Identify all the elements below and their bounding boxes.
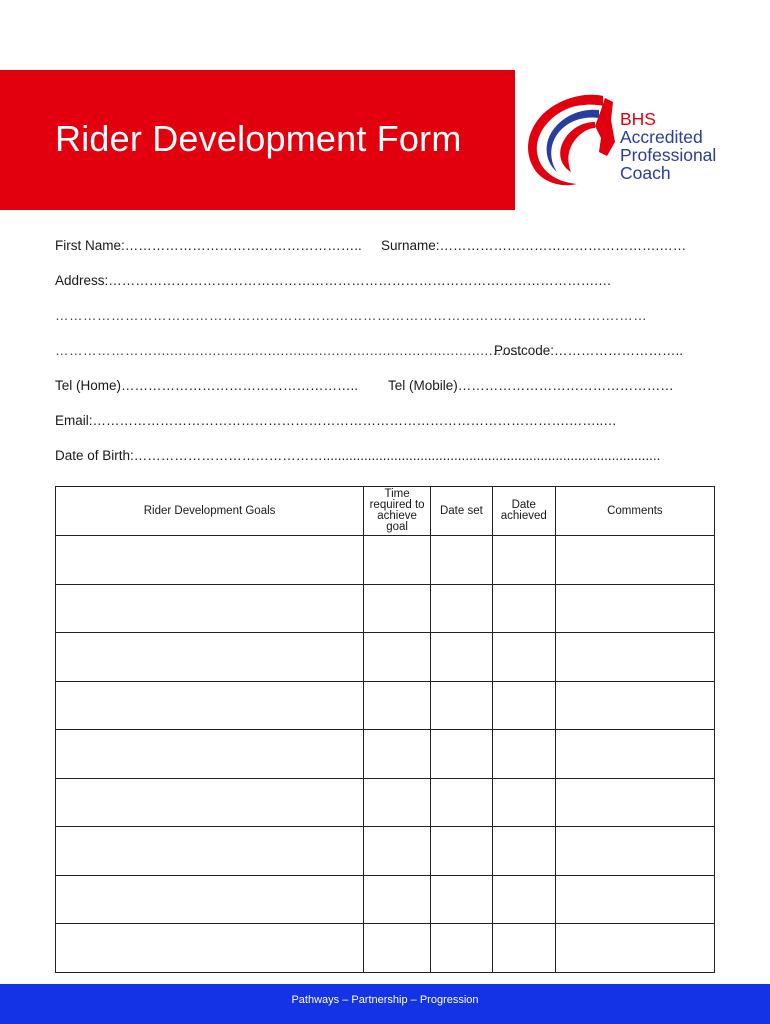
first-name-field[interactable] [55,238,362,253]
col-header-goals: Rider Development Goals [56,487,364,536]
first-name-label: First Name:…………………………………………….. [55,238,362,253]
surname-label: Surname:………………………………………….…… [381,238,687,253]
bhs-logo [515,90,755,190]
time-cell[interactable] [364,681,431,730]
logo-text-professional: Professional [620,145,717,165]
comments-cell[interactable] [555,681,714,730]
date-set-cell[interactable] [431,778,493,827]
goal-cell[interactable] [56,778,364,827]
table-row [56,778,715,827]
date-achieved-cell[interactable] [492,681,555,730]
time-cell[interactable] [364,778,431,827]
col-header-time: Time required to achieve goal [364,487,431,536]
table-row [56,730,715,779]
date-set-cell[interactable] [431,827,493,876]
date-set-cell[interactable] [431,924,493,973]
table-row [56,924,715,973]
date-of-birth-label: Date of Birth:…………………………………….......................................................................................... [55,448,661,463]
tel-mobile-field[interactable] [388,378,674,393]
time-cell[interactable] [364,584,431,633]
horse-head-icon [515,90,615,190]
col-header-date-achieved: Date achieved [492,487,555,536]
date-set-cell[interactable] [431,633,493,682]
address-line-2[interactable]: ………………………………………………………………………………………………………….…… [55,308,648,323]
goals-table [55,486,715,973]
date-achieved-cell[interactable] [492,536,555,585]
col-header-comments: Comments [555,487,714,536]
goal-cell[interactable] [56,730,364,779]
date-achieved-cell[interactable] [492,875,555,924]
postcode-label: Postcode:……………………….. [494,343,684,358]
logo-text-bhs: BHS [620,109,656,129]
time-cell[interactable] [364,827,431,876]
logo-text-accredited: Accredited [620,127,703,147]
table-row [56,875,715,924]
comments-cell[interactable] [555,584,714,633]
table-row [56,827,715,876]
comments-cell[interactable] [555,778,714,827]
date-achieved-cell[interactable] [492,633,555,682]
page-title: Rider Development Form [55,118,462,159]
address-field[interactable] [55,273,612,288]
goal-cell[interactable] [56,924,364,973]
address-label: Address:……………………………………………………………………………………………….… [55,273,612,288]
comments-cell[interactable] [555,924,714,973]
table-header-row [56,487,715,536]
date-achieved-cell[interactable] [492,778,555,827]
tel-mobile-label: Tel (Mobile)………………………………………… [388,378,674,393]
goal-cell[interactable] [56,681,364,730]
footer-tagline: Pathways – Partnership – Progression [291,994,479,1006]
logo-text-coach: Coach [620,163,671,183]
surname-field[interactable] [381,238,686,253]
tel-home-field[interactable] [55,378,358,393]
date-achieved-cell[interactable] [492,924,555,973]
time-cell[interactable] [364,536,431,585]
goal-cell[interactable] [56,875,364,924]
goal-cell[interactable] [56,584,364,633]
col-header-date-set: Date set [431,487,493,536]
comments-cell[interactable] [555,827,714,876]
time-cell[interactable] [364,924,431,973]
date-of-birth-field[interactable] [55,448,660,463]
date-set-cell[interactable] [431,584,493,633]
table-row [56,536,715,585]
time-cell[interactable] [364,875,431,924]
goal-cell[interactable] [56,827,364,876]
address-line-3[interactable]: …………………....................................................................................... [55,343,523,358]
table-row [56,584,715,633]
date-set-cell[interactable] [431,730,493,779]
date-achieved-cell[interactable] [492,730,555,779]
comments-cell[interactable] [555,633,714,682]
time-cell[interactable] [364,633,431,682]
goal-cell[interactable] [56,633,364,682]
date-set-cell[interactable] [431,875,493,924]
tel-home-label: Tel (Home)…………………………………………….. [55,378,359,393]
date-achieved-cell[interactable] [492,827,555,876]
date-set-cell[interactable] [431,536,493,585]
comments-cell[interactable] [555,875,714,924]
email-field[interactable] [55,413,617,428]
table-row [56,633,715,682]
table-row [56,681,715,730]
comments-cell[interactable] [555,536,714,585]
email-label: Email:…………………………………………………………………………………………….……..… [55,413,617,428]
date-achieved-cell[interactable] [492,584,555,633]
goal-cell[interactable] [56,536,364,585]
comments-cell[interactable] [555,730,714,779]
time-cell[interactable] [364,730,431,779]
postcode-field[interactable] [494,343,683,358]
date-set-cell[interactable] [431,681,493,730]
